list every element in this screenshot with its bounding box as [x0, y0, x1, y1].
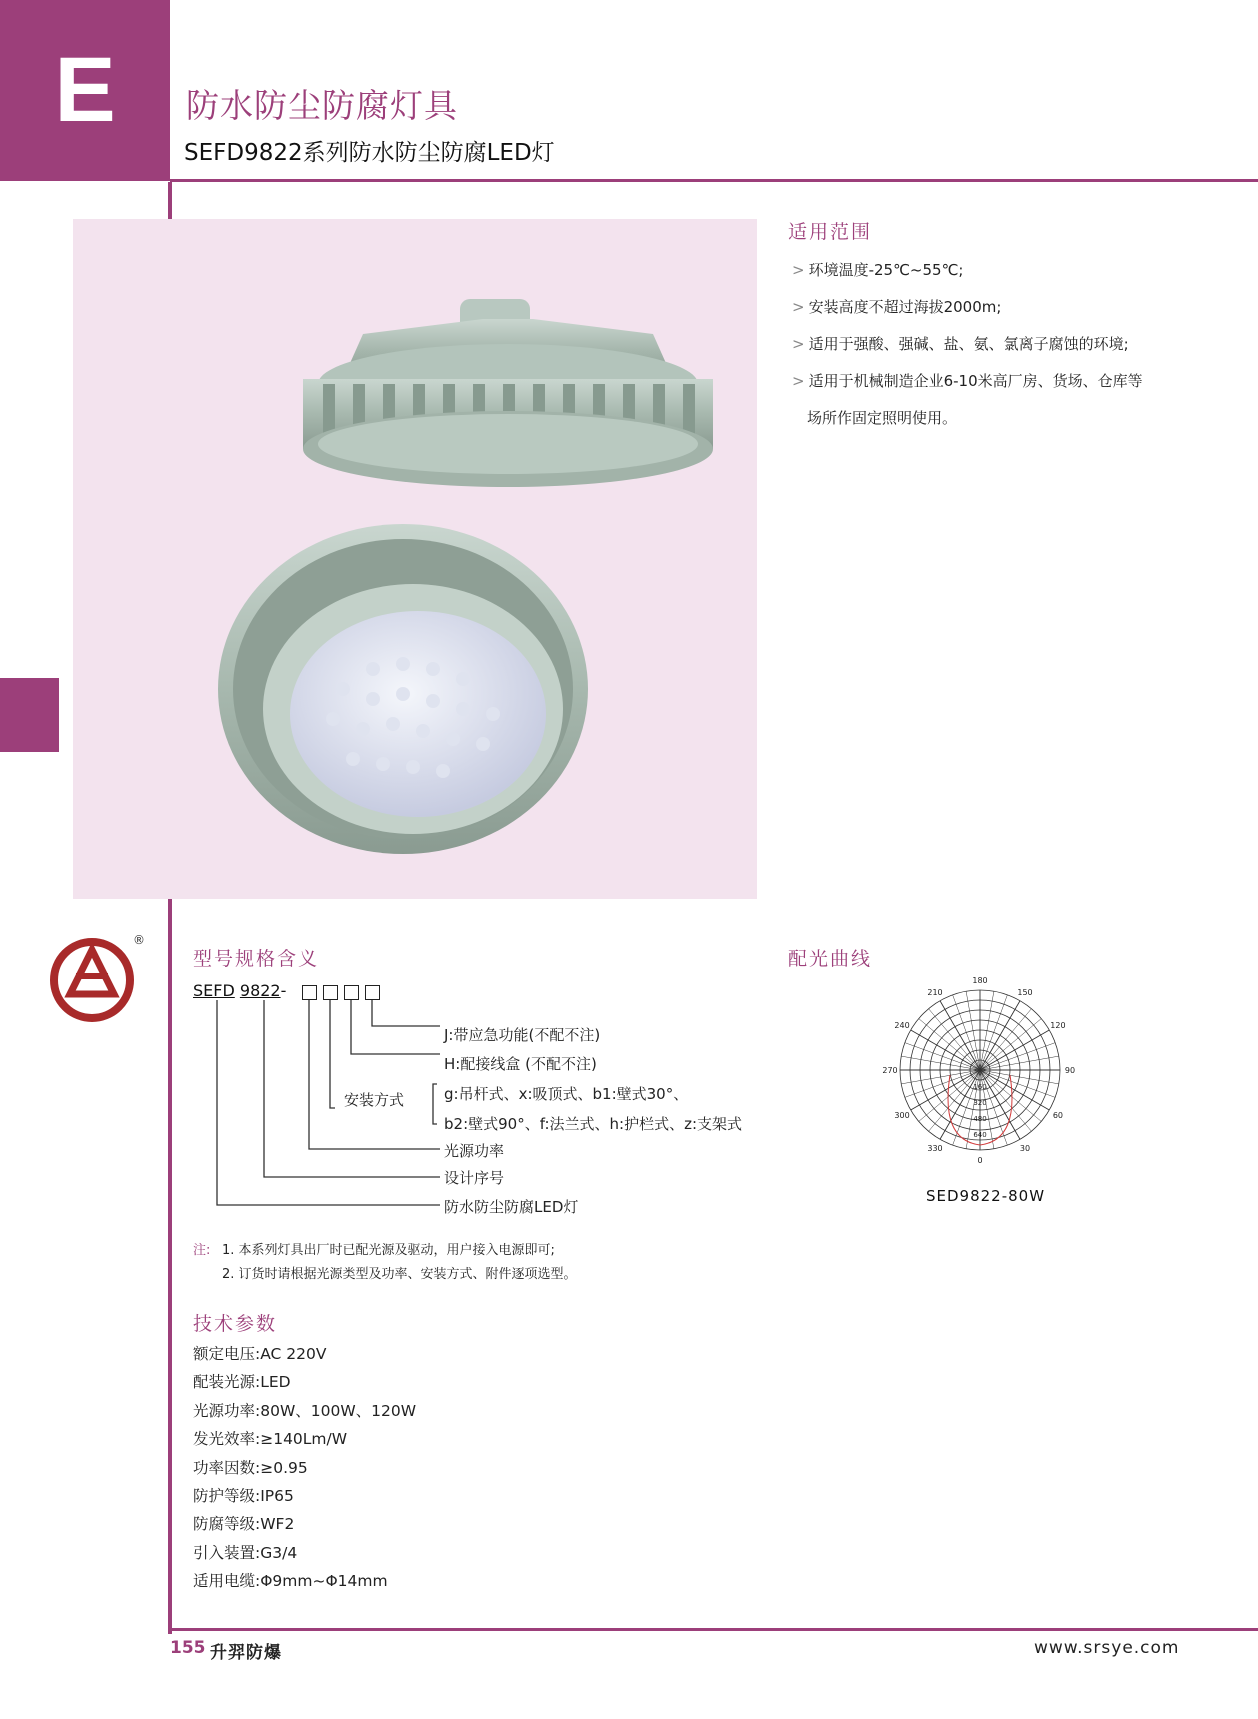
angle-label: 330	[927, 1143, 943, 1153]
tech-item: 防腐等级:WF2	[193, 1515, 295, 1534]
footer-brand: 升羿防爆	[210, 1643, 282, 1663]
footer-divider	[170, 1628, 1258, 1631]
page-title: 防水防尘防腐灯具	[186, 86, 458, 125]
registered-mark: ®	[133, 933, 145, 947]
angle-label: 0	[977, 1156, 983, 1165]
angle-label: 30	[1019, 1143, 1031, 1153]
label-emergency: J:带应急功能(不配不注)	[444, 1026, 601, 1044]
angle-label: 150	[1017, 988, 1033, 998]
logo-mark	[50, 932, 140, 1022]
code-number: 9822	[239, 981, 281, 1000]
header-divider	[170, 179, 1258, 182]
polar-plot	[880, 976, 1080, 1165]
code-dash: -	[280, 981, 287, 1000]
angle-label: 60	[1052, 1111, 1064, 1120]
radial-label: 480	[973, 1115, 987, 1123]
label-name: 防水防尘防腐LED灯	[444, 1198, 579, 1216]
tech-item: 适用电缆:Φ9mm~Φ14mm	[193, 1572, 388, 1591]
tech-item: 发光效率:≥140Lm/W	[193, 1430, 348, 1449]
side-tab-marker	[0, 678, 59, 752]
section-letter: E	[54, 39, 116, 141]
scope-item: > 安装高度不超过海拔2000m;	[792, 298, 1002, 316]
label-mount-title: 安装方式	[344, 1091, 405, 1109]
tech-item: 引入装置:G3/4	[193, 1543, 298, 1562]
angle-label: 180	[972, 976, 988, 985]
angle-label: 120	[1050, 1021, 1066, 1030]
radial-label: 320	[973, 1099, 987, 1107]
lamp-side-view	[303, 299, 713, 487]
radial-label: 640	[973, 1131, 987, 1139]
scope-item: 场所作固定照明使用。	[807, 409, 958, 427]
scope-item: > 环境温度-25℃~55℃;	[792, 261, 964, 279]
model-heading: 型号规格含义	[193, 948, 320, 970]
label-mount-2: b2:壁式90°、f:法兰式、h:护栏式、z:支架式	[444, 1115, 742, 1133]
tech-item: 光源功率:80W、100W、120W	[193, 1401, 417, 1420]
label-serial: 设计序号	[444, 1169, 505, 1187]
code-prefix: SEFD	[193, 981, 235, 1000]
label-mount-1: g:吊杆式、x:吸顶式、b1:壁式30°、	[444, 1085, 689, 1103]
tech-item: 防护等级:IP65	[193, 1487, 294, 1506]
tech-item: 功率因数:≥0.95	[193, 1458, 308, 1477]
angle-label: 270	[882, 1066, 898, 1075]
angle-label: 90	[1064, 1066, 1076, 1075]
tech-heading: 技术参数	[193, 1313, 278, 1335]
note-item: 2. 订货时请根据光源类型及功率、安装方式、附件逐项选型。	[222, 1267, 577, 1282]
angle-label: 300	[894, 1111, 910, 1120]
notes-label: 注:	[193, 1243, 211, 1258]
curve-heading: 配光曲线	[788, 948, 873, 970]
angle-label: 240	[894, 1021, 910, 1030]
page-subtitle: SEFD9822系列防水防尘防腐LED灯	[184, 140, 555, 166]
lamp-front-view	[218, 524, 588, 854]
model-connector-lines	[200, 996, 450, 1211]
scope-list	[792, 252, 1232, 437]
tech-list	[193, 1340, 613, 1596]
lamp-illustration	[73, 219, 757, 899]
label-power: 光源功率	[444, 1142, 505, 1160]
angle-label: 210	[927, 988, 943, 998]
polar-chart	[880, 976, 1080, 1165]
footer-website: www.srsye.com	[1034, 1638, 1180, 1658]
note-item: 1. 本系列灯具出厂时已配光源及驱动，用户接入电源即可;	[222, 1243, 555, 1258]
scope-item: > 适用于强酸、强碱、盐、氨、氯离子腐蚀的环境;	[792, 335, 1129, 353]
curve-caption: SED9822-80W	[926, 1187, 1046, 1205]
radial-label: 160	[973, 1083, 987, 1091]
page-number: 155	[170, 1638, 206, 1658]
company-logo	[50, 932, 140, 1022]
scope-item: > 适用于机械制造企业6-10米高厂房、货场、仓库等	[792, 372, 1143, 390]
product-photo	[73, 219, 757, 899]
scope-heading: 适用范围	[788, 221, 873, 243]
tech-item: 额定电压:AC 220V	[193, 1345, 327, 1363]
tech-item: 配装光源:LED	[193, 1373, 291, 1392]
label-junction-box: H:配接线盒 (不配不注)	[444, 1055, 597, 1073]
